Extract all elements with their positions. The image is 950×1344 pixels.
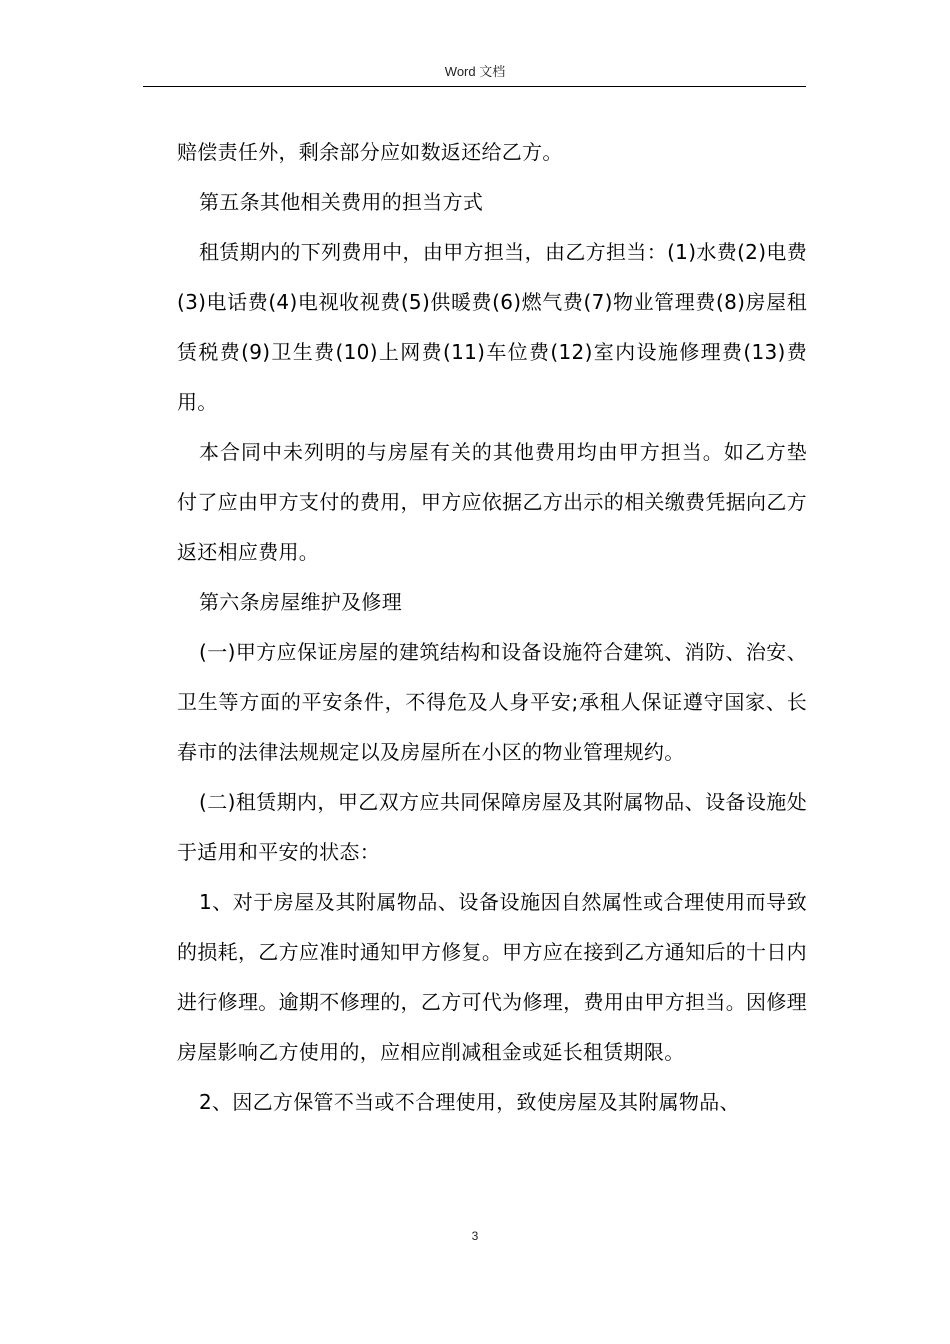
page-header: Word 文档	[444, 64, 506, 79]
paragraph-item-2: 2、因乙方保管不当或不合理使用，致使房屋及其附属物品、	[199, 1090, 740, 1114]
paragraph-other-fees: 本合同中未列明的与房屋有关的其他费用均由甲方担当。如乙方垫付了应由甲方支付的费用，甲方应依据乙方出示的相关缴费凭据向乙方返还相应费用。	[177, 440, 807, 564]
header-divider	[143, 86, 806, 87]
section-heading-article-6: 第六条房屋维护及修理	[199, 590, 402, 614]
page-number: 3	[471, 1229, 479, 1243]
paragraph-item-1: 1、对于房屋及其附属物品、设备设施因自然属性或合理使用而导致的损耗，乙方应准时通知甲方修复。甲方应在接到乙方通知后的十日内进行修理。逾期不修理的，乙方可代为修理，费用由甲方担当。因修理房屋影响乙方使用的，应相应削减租金或延长租赁期限。	[177, 890, 807, 1064]
section-heading-article-5: 第五条其他相关费用的担当方式	[199, 190, 484, 214]
document-body	[177, 127, 807, 1127]
paragraph-continuation: 赔偿责任外，剩余部分应如数返还给乙方。	[177, 140, 563, 164]
paragraph-clause-1: (一)甲方应保证房屋的建筑结构和设备设施符合建筑、消防、治安、卫生等方面的平安条件，不得危及人身平安;承租人保证遵守国家、长春市的法律法规规定以及房屋所在小区的物业管理规约。	[177, 640, 807, 764]
paragraph-clause-2: (二)租赁期内，甲乙双方应共同保障房屋及其附属物品、设备设施处于适用和平安的状态：	[177, 790, 807, 864]
paragraph-fee-list: 租赁期内的下列费用中，由甲方担当，由乙方担当：(1)水费(2)电费(3)电话费(4)电视收视费(5)供暖费(6)燃气费(7)物业管理费(8)房屋租赁税费(9)卫生费(10)上网费(11)车位费(12)室内设施修理费(13)费用。	[177, 240, 807, 414]
